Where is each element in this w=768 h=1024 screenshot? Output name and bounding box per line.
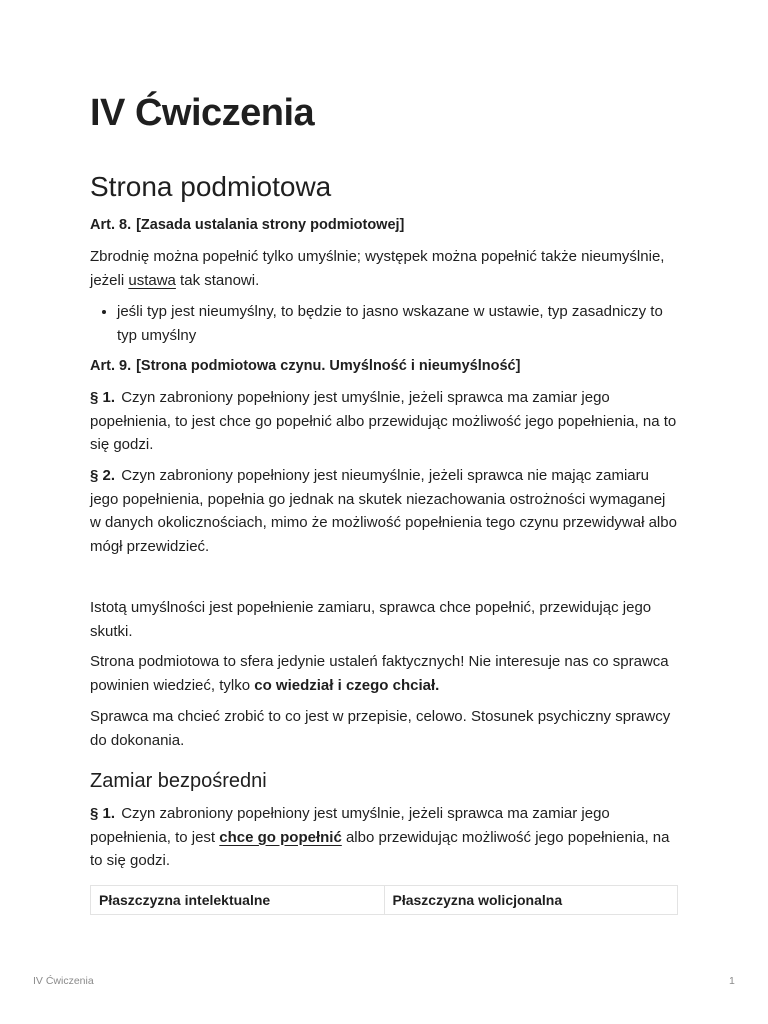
bullet-list [90,300,678,347]
article-8-text-before: Zbrodnię można popełnić tylko umyślnie; występek można popełnić także nieumyślnie, jeżeli [90,248,665,289]
page-title: IV Ćwiczenia [90,92,315,134]
article-8-title: [Zasada ustalania strony podmiotowej] [136,217,405,233]
note-purpose: Sprawca ma chcieć zrobić to co jest w przepisie, celowo. Stosunek psychiczny sprawcy do dokonania. [90,708,671,749]
subsection-title: Zamiar bezpośredni [90,770,267,792]
note-factual [90,650,678,697]
note-factual-emphasis: co wiedział i czego chciał. [254,676,440,694]
table-header-row [91,886,678,915]
article-8-number: Art. 8. [90,217,132,233]
article-8-heading [90,215,404,235]
footer-title: IV Ćwiczenia [33,975,94,987]
paragraph-text: Czyn zabroniony popełniony jest umyślnie, jeżeli sprawca ma zamiar jego popełnienia, to jest chce go popełnić albo przewidując możliwość jego popełnienia, na to się godzi. [90,389,677,453]
planes-table [90,885,678,915]
article-8-text [90,245,678,292]
paragraph-mark: § 1. [90,805,116,822]
article-9-paragraph-1 [90,386,678,457]
table-header-cell: Płaszczyzna intelektualne [91,886,385,915]
table-header-cell: Płaszczyzna wolicjonalna [384,886,678,915]
article-9-title: [Strona podmiotowa czynu. Umyślność i nieumyślność] [136,358,521,374]
list-item: • jeśli typ jest nieumyślny, to będzie to jasno wskazane w ustawie, typ zasadniczy to typ umyślny [117,300,678,347]
page-number: 1 [729,975,735,987]
direct-intent-quote [90,802,678,873]
article-9-paragraph-2 [90,464,678,558]
ustawa-link[interactable]: ustawa [128,271,176,289]
section-title: Strona podmiotowa [90,171,332,202]
note-factual-text: Strona podmiotowa to sfera jedynie ustaleń faktycznych! Nie interesuje nas co sprawca powinien wiedzieć, tylko [90,653,669,694]
article-9-heading [90,356,520,376]
quote-text-after: albo przewidując możliwość jego popełnienia, na to się godzi. [90,828,670,869]
paragraph-mark: § 1. [90,389,116,406]
note-intent: Istotą umyślności jest popełnienie zamiaru, sprawca chce popełnić, przewidując jego skutki. [90,599,652,640]
article-9-number: Art. 9. [90,358,132,374]
paragraph-mark: § 2. [90,467,116,484]
quote-text-before: Czyn zabroniony popełniony jest umyślnie, jeżeli sprawca ma zamiar jego popełnienia, to jest [90,805,610,846]
paragraph-text: Czyn zabroniony popełniony jest nieumyślnie, jeżeli sprawca nie mając zamiaru jego popełnienia, popełnia go jednak na skutek niezachowania ostrożności wymaganej w danych okolicznościach, mimo że możliwość popełnienia tego czynu przewidywał albo mógł przewidzieć. [90,467,677,555]
article-8-text-after: tak stanowi. [175,271,260,289]
quote-emphasis: chce go popełnić [219,828,342,846]
